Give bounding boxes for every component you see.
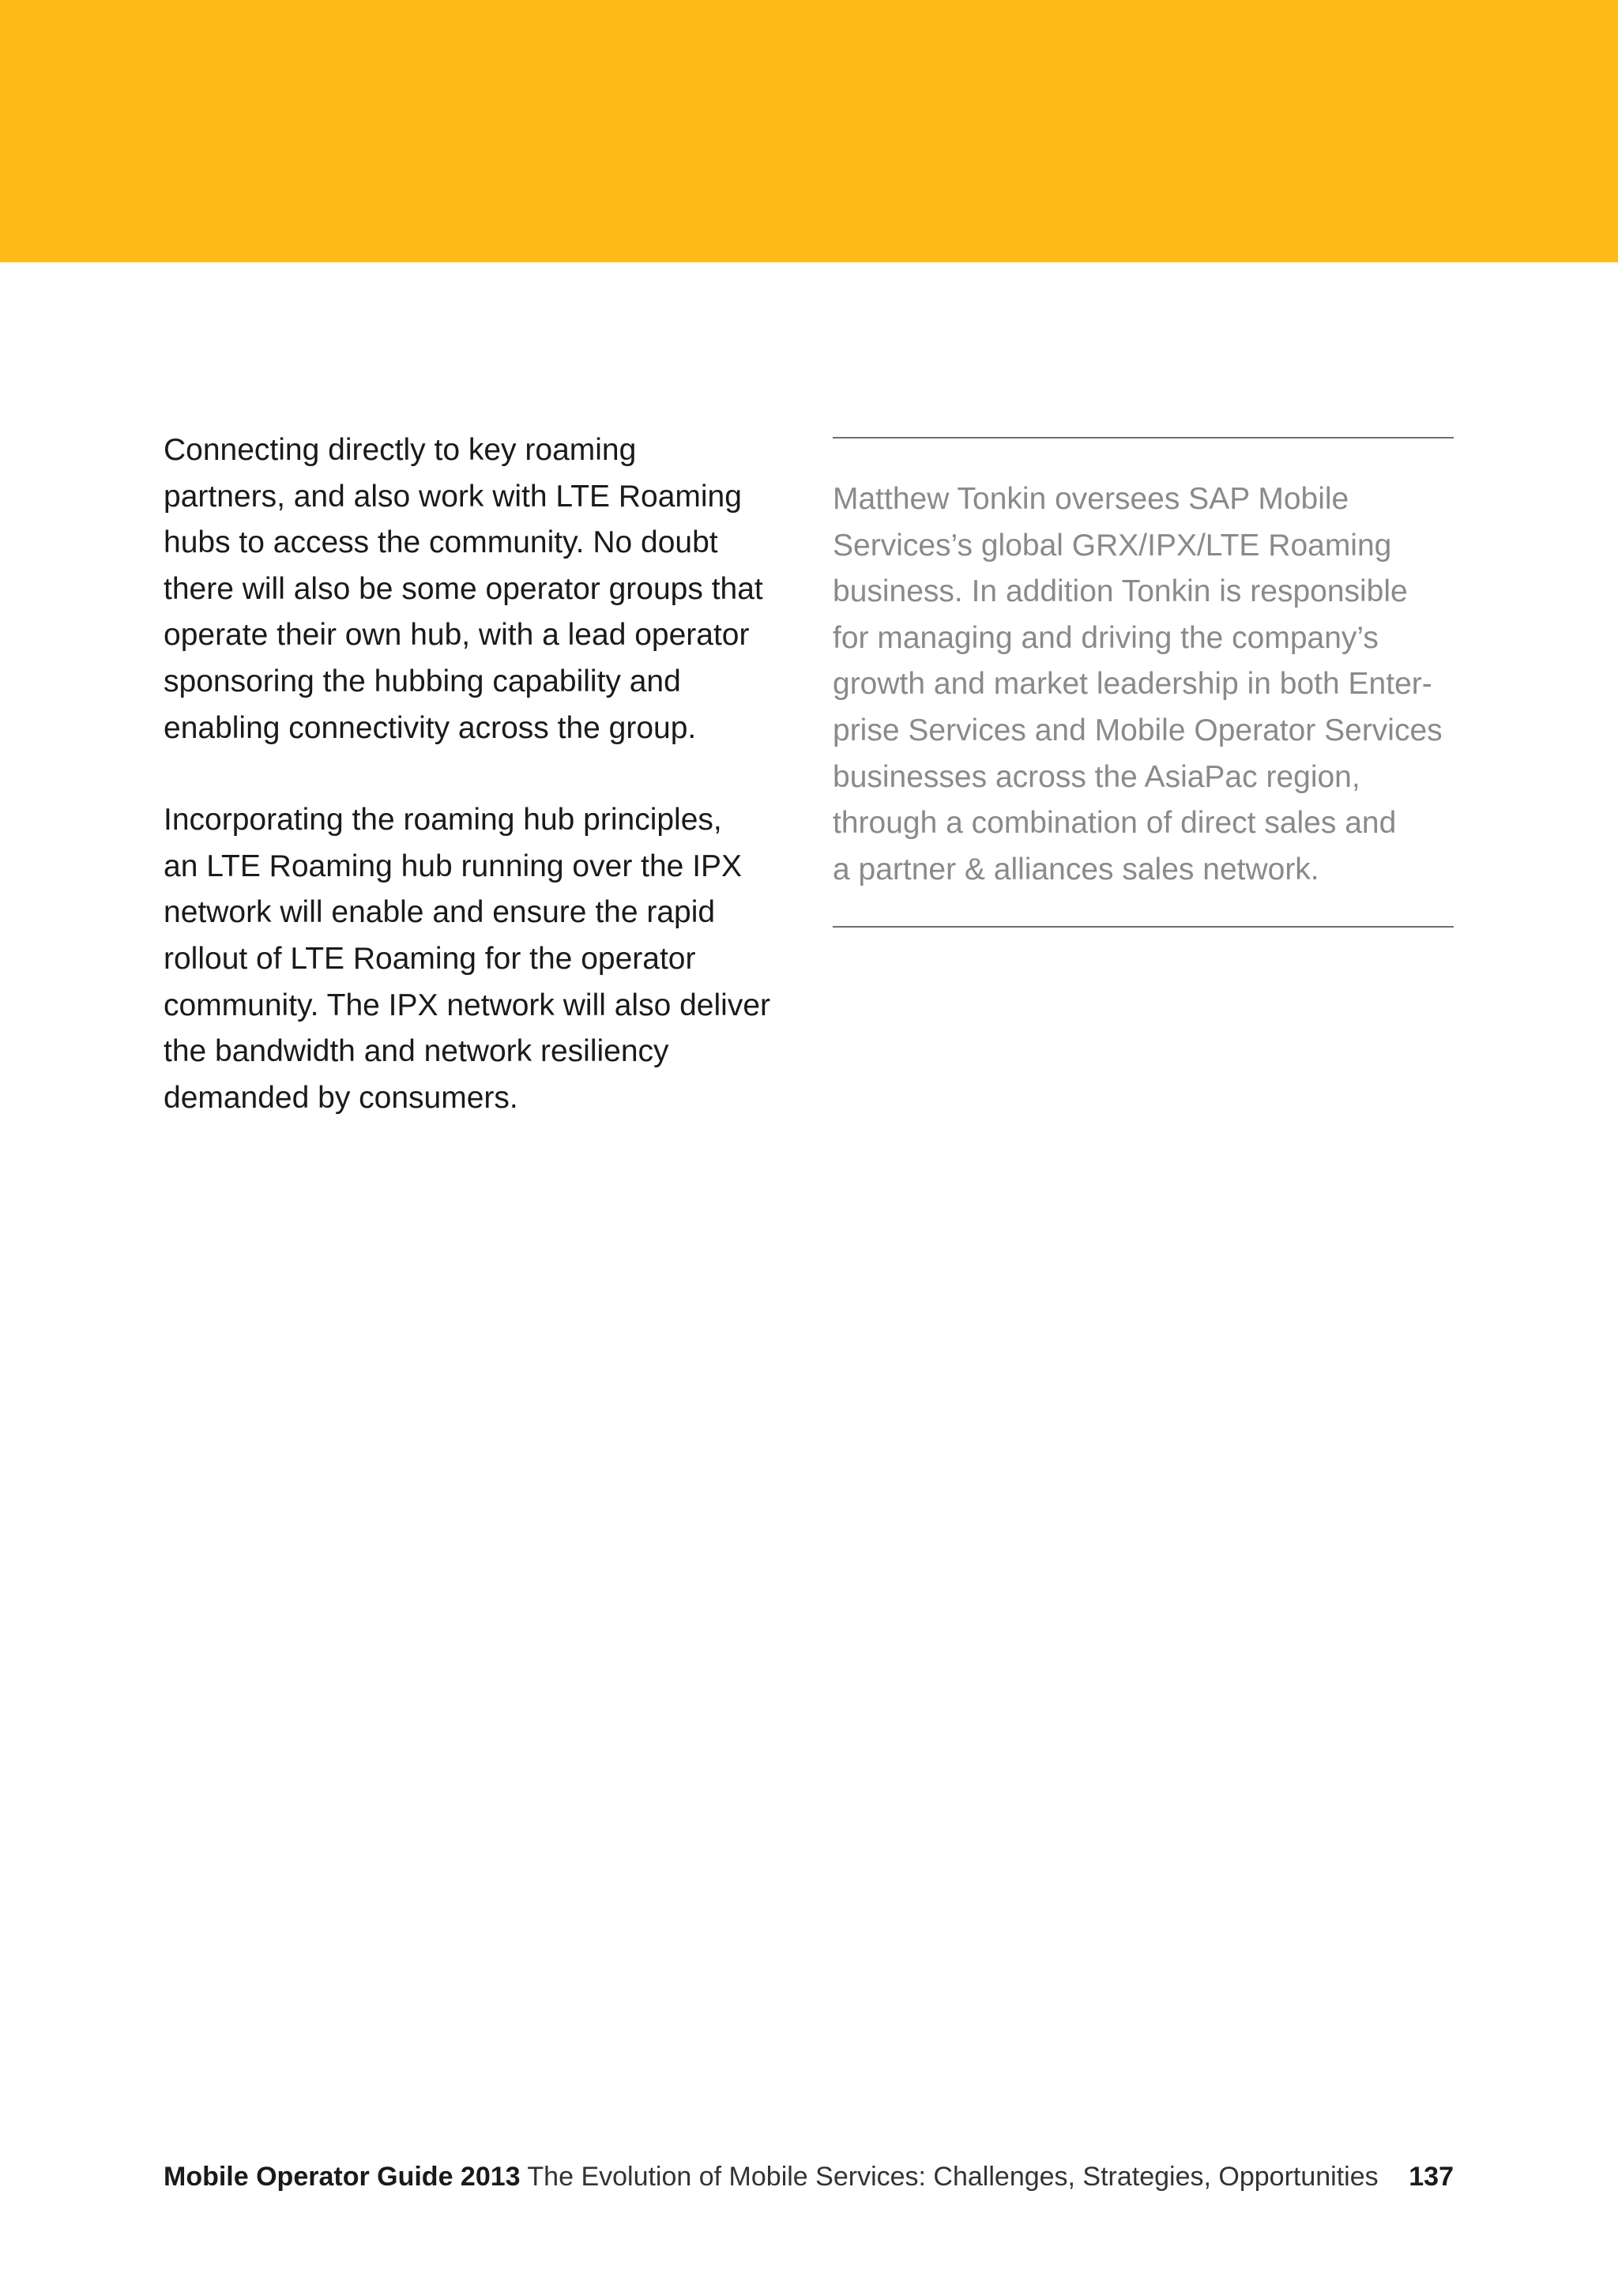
text-line: network will enable and ensure the rapid [164, 895, 716, 930]
text-line: businesses across the AsiaPac region, [833, 759, 1360, 794]
author-bio-text [833, 476, 1454, 893]
text-line: partners, and also work with LTE Roaming [164, 479, 742, 514]
text-line: a partner & alliances sales network. [833, 852, 1319, 886]
text-line: Matthew Tonkin oversees SAP Mobile [833, 482, 1349, 516]
text-line: growth and market leadership in both Enter- [833, 667, 1432, 702]
text-line: for managing and driving the company’s [833, 620, 1379, 655]
text-line: prise Services and Mobile Operator Services [833, 713, 1443, 747]
text-line: operate their own hub, with a lead operator [164, 618, 750, 653]
text-line: hubs to access the community. No doubt [164, 525, 718, 560]
body-paragraph-2 [164, 797, 796, 1121]
text-line: the bandwidth and network resiliency [164, 1034, 669, 1069]
text-line: Services’s global GRX/IPX/LTE Roaming [833, 528, 1392, 563]
text-line: community. The IPX network will also deliver [164, 988, 771, 1022]
bottom-divider [833, 926, 1454, 928]
header-accent-band [0, 0, 1618, 262]
text-line: business. In addition Tonkin is responsible [833, 574, 1408, 609]
page-number: 137 [1409, 2162, 1454, 2192]
text-line: there will also be some operator groups that [164, 571, 763, 606]
text-line: enabling connectivity across the group. [164, 710, 697, 745]
page-footer [164, 2157, 1454, 2196]
text-line: Incorporating the roaming hub principles, [164, 803, 722, 837]
body-paragraph-1 [164, 427, 796, 751]
main-text-column [164, 427, 796, 1167]
text-line: sponsoring the hubbing capability and [164, 664, 681, 698]
text-line: Connecting directly to key roaming [164, 433, 637, 467]
text-line: demanded by consumers. [164, 1080, 518, 1115]
text-line: an LTE Roaming hub running over the IPX [164, 849, 743, 883]
text-line: rollout of LTE Roaming for the operator [164, 941, 696, 976]
top-divider [833, 437, 1454, 438]
author-bio-box [833, 437, 1454, 928]
guide-title: Mobile Operator Guide 2013 [164, 2162, 521, 2192]
text-line: through a combination of direct sales and [833, 806, 1397, 841]
guide-subtitle: The Evolution of Mobile Services: Challenges, Strategies, Opportunities [527, 2162, 1379, 2192]
